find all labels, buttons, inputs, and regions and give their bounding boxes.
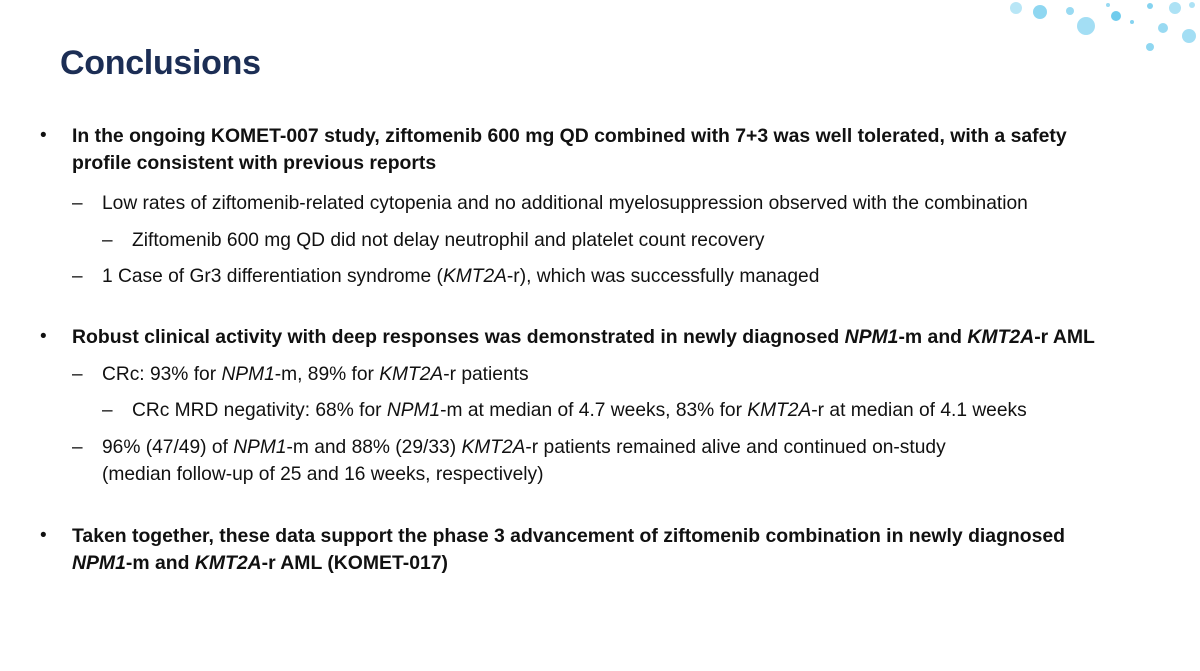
conclusion-text: [72, 524, 1065, 548]
text-run: -m, 89% for: [274, 364, 380, 385]
text-run: Robust clinical activity with deep responses was demonstrated in newly diagnosed: [72, 326, 845, 348]
italic-term: NPM1: [233, 437, 287, 458]
conclusion-text: [72, 325, 1095, 349]
text-run: 1 Case of Gr3 differentiation syndrome (: [102, 266, 443, 287]
italic-term: KMT2A: [747, 400, 812, 421]
italic-term: KMT2A: [194, 552, 262, 574]
page-title: Conclusions: [60, 44, 261, 82]
text-run: Low rates of ziftomenib-related cytopenia and no additional myelosuppression observed with the combination: [102, 193, 1028, 214]
italic-term: NPM1: [386, 400, 441, 421]
italic-term: KMT2A: [442, 266, 507, 287]
italic-term: KMT2A: [967, 326, 1035, 348]
dash-marker: –: [102, 230, 113, 251]
text-run: 96% (47/49) of: [102, 437, 234, 458]
bullet-marker: •: [40, 525, 47, 546]
bullet-marker: •: [40, 326, 47, 347]
italic-term: KMT2A: [461, 437, 526, 458]
conclusion-text: [72, 551, 448, 575]
italic-term: NPM1: [221, 364, 275, 385]
sub-sub-point-text: [132, 229, 765, 253]
text-run: profile consistent with previous reports: [72, 152, 437, 174]
text-run: -r AML (KOMET-017): [261, 552, 449, 574]
text-run: -r AML: [1034, 326, 1095, 348]
text-run: -m at median of 4.7 weeks, 83% for: [440, 400, 748, 421]
dash-marker: –: [72, 193, 83, 214]
text-run: -r), which was successfully managed: [506, 266, 820, 287]
text-run: In the ongoing KOMET-007 study, ziftomenib 600 mg QD combined with 7+3 was well tolerated, with a safety: [72, 125, 1067, 147]
italic-term: NPM1: [844, 326, 899, 348]
dash-marker: –: [72, 266, 83, 287]
sub-sub-point-text: [132, 399, 1027, 423]
conclusion-text: [72, 151, 436, 175]
dash-marker: –: [102, 400, 113, 421]
text-run: -r patients: [443, 364, 529, 385]
bullet-marker: •: [40, 125, 47, 146]
text-run: Taken together, these data support the phase 3 advancement of ziftomenib combination in newly diagnosed: [72, 525, 1066, 547]
sub-point-text: [102, 363, 529, 387]
text-run: -m and 88% (29/33): [286, 437, 462, 458]
text-run: -m and: [898, 326, 968, 348]
text-run: CRc: 93% for: [102, 364, 222, 385]
text-run: -m and: [125, 552, 195, 574]
dash-marker: –: [72, 437, 83, 458]
sub-point-text: [102, 192, 1028, 216]
text-run: (median follow-up of 25 and 16 weeks, respectively): [102, 464, 544, 485]
text-run: -r at median of 4.1 weeks: [811, 400, 1027, 421]
text-run: CRc MRD negativity: 68% for: [132, 400, 387, 421]
italic-term: NPM1: [72, 552, 126, 574]
text-run: -r patients remained alive and continued on-study: [525, 437, 946, 458]
text-run: Ziftomenib 600 mg QD did not delay neutrophil and platelet count recovery: [132, 230, 765, 251]
dash-marker: –: [72, 364, 83, 385]
conclusion-text: [72, 124, 1067, 148]
sub-point-text: [102, 265, 819, 289]
sub-point-text: [102, 436, 946, 460]
sub-point-text: [102, 463, 544, 487]
italic-term: KMT2A: [379, 364, 444, 385]
